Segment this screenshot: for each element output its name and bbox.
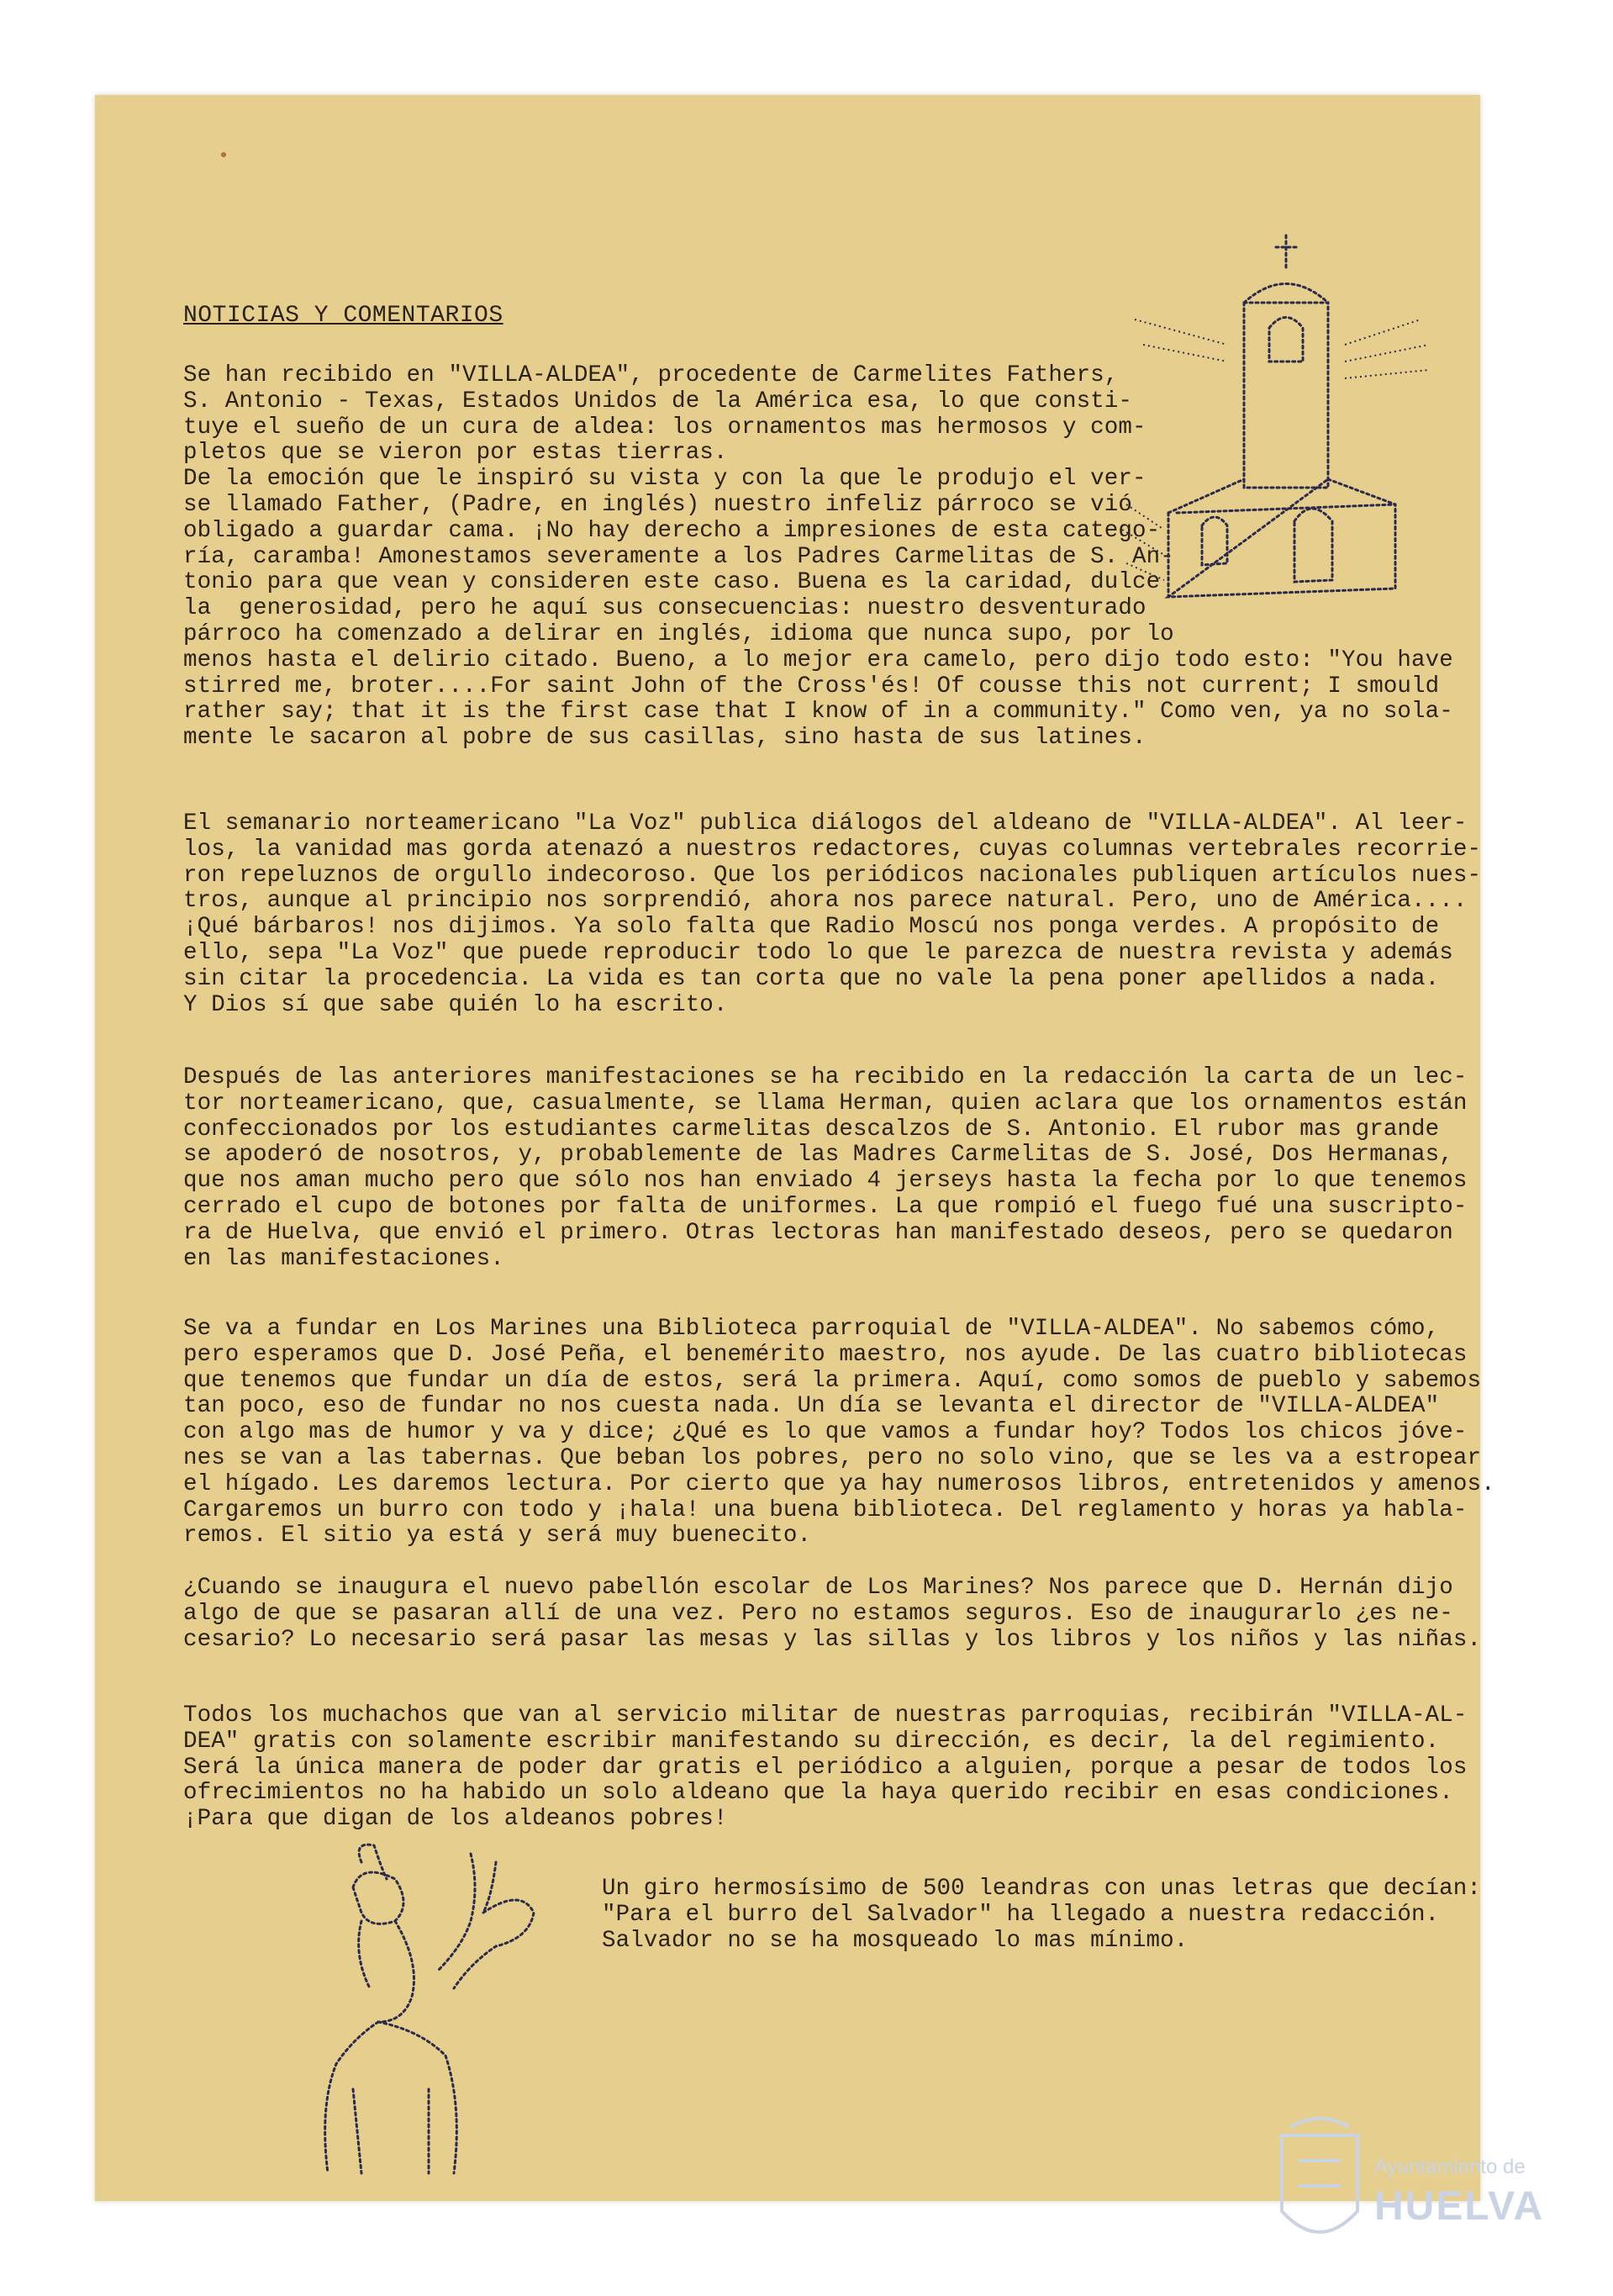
paragraph-library: Se va a fundar en Los Marines una Biblioteca parroquial de "VILLA-ALDEA". No sabemos cómo, pero esperamos que D. José Peña, el benemérito maestro, nos ayude. De las cuatro bibliotecas que tenemos que fundar un día de estos, será la primera. Aquí, como somos de pueblo y sabemos tan poco, eso de fundar no nos cuesta nada. Un día se levanta el director de "VILLA-ALDEA" con algo mas de humor y va y dice; ¿Qué es lo que vamos a fundar hoy? Todos los chicos jóve- nes se van a las tabernas. Que beban los pobres, pero no solo vino, que se les va a estropear el hígado. Les daremos lectura. Por cierto que ya hay numerosos libros, entretenidos y amenos. Cargaremos un burro con todo y ¡hala! una buena biblioteca. Del reglamento y horas ya habla- remos. El sitio ya está y será muy buenecito. — [183, 1316, 1495, 1549]
paper-mark — [221, 152, 226, 157]
page-heading: NOTICIAS Y COMENTARIOS — [183, 303, 503, 329]
watermark-small-text: Ayuntamiento de — [1374, 2156, 1526, 2178]
church-sketch-icon — [1118, 227, 1454, 639]
paragraph-donkey-gift: Un giro hermosísimo de 500 leandras con unas letras que decían: "Para el burro del Salvador" ha llegado a nuestra redacción. Salvador no se ha mosqueado lo mas mínimo. — [602, 1876, 1481, 1954]
huelva-watermark-logo — [1265, 2110, 1568, 2278]
donkey-sketch-icon — [303, 1837, 605, 2190]
watermark-big-text: HUELVA — [1374, 2184, 1545, 2229]
paragraph-la-voz: El semanario norteamericano "La Voz" publica diálogos del aldeano de "VILLA-ALDEA". Al leer- los, la vanidad mas gorda atenazó a nuestros redactores, cuyas columnas vertebrales recorrie- ron repeluznos de orgullo indecoroso. Que los periódicos nacionales publiquen artículos nues- tros, aunque al principio nos sorprendió, ahora nos parece natural. Pero, uno de América.... ¡Qué bárbaros! nos dijimos. Ya solo falta que Radio Moscú nos ponga verdes. A propósito de ello, sepa "La Voz" que puede reproducir todo lo que le parezca de nuestra revista y además sin citar la procedencia. La vida es tan corta que no vale la pena poner apellidos a nada. Y Dios sí que sabe quién lo ha escrito. — [183, 810, 1482, 1018]
paragraph-military: Todos los muchachos que van al servicio militar de nuestras parroquias, recibirán "VILLA-AL- DEA" gratis con solamente escribir manifestando su dirección, es decir, la del regimiento. Será la única manera de poder dar gratis el periódico a alguien, porque a pesar de todos los ofrecimientos no ha habido un solo aldeano que la haya querido recibir en esas condiciones. ¡Para que digan de los aldeanos pobres! — [183, 1702, 1468, 1833]
paragraph-letter: Después de las anteriores manifestaciones se ha recibido en la redacción la carta de un lec- tor norteamericano, que, casualmente, se llama Herman, quien aclara que los ornamentos están confeccionados por los estudiantes carmelitas descalzos de S. Antonio. El rubor mas grande se apoderó de nosotros, y, probablemente de las Madres Carmelitas de S. José, Dos Hermanas, que nos aman mucho pero que sólo nos han enviado 4 jerseys hasta la fecha por lo que tenemos cerrado el cupo de botones por falta de uniformes. La que rompió el fuego fué una suscripto- ra de Huelva, que envió el primero. Otras lectoras han manifestado deseos, pero se quedaron en las manifestaciones. — [183, 1064, 1468, 1272]
paragraph-school: ¿Cuando se inaugura el nuevo pabellón escolar de Los Marines? Nos parece que D. Hernán dijo algo de que se pasaran allí de una vez. Pero no estamos seguros. Eso de inaugurarlo ¿es ne- cesario? Lo necesario será pasar las mesas y las sillas y los libros y los niños y las niñas. — [183, 1575, 1482, 1653]
paragraph-ornaments: Se han recibido en "VILLA-ALDEA", procedente de Carmelites Fathers, S. Antonio - Texas, Estados Unidos de la América esa, lo que consti- tuye el sueño de un cura de aldea: los ornamentos mas hermosos y com- pletos que se vieron por estas tierras. De la emoción que le inspiró su vista y con la que le produjo el ver- se llamado Father, (Padre, en inglés) nuestro infeliz párroco se vió obligado a guardar cama. ¡No hay derecho a impresiones de esta catego- ría, caramba! Amonestamos severamente a los Padres Carmelitas de S. An- tonio para que vean y consideren este caso. Buena es la caridad, dulce la generosidad, pero he aquí sus consecuencias: nuestro desventurado párroco ha comenzado a delirar en inglés, idioma que nunca supo, por lo menos hasta el delirio citado. Bueno, a lo mejor era camelo, pero dijo todo esto: "You have stirred me, broter....For saint John of the Cross'és! Of cousse this not current; I smould rather say; that it is the first case that I know of in a community." Como ven, ya no sola- mente le sacaron al pobre de sus casillas, sino hasta de sus latines. — [183, 362, 1453, 752]
